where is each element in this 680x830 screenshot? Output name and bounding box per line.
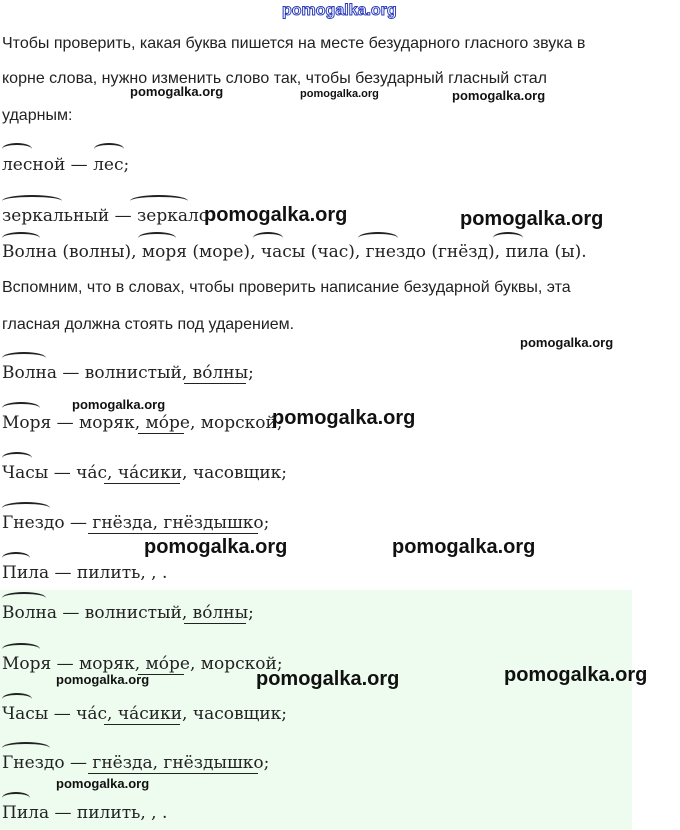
underline — [138, 433, 184, 434]
box-answer-2: Моря — моряк, мо́ре, морской; — [2, 654, 283, 674]
example-line-3: Волна (волны), моря (море), часы (час), гнездо (гнёзд), пила (ы). — [2, 242, 587, 262]
box-answer-5: Пила — пилить, , . — [2, 803, 168, 823]
underline — [104, 483, 180, 484]
watermark: pomogalka.org — [130, 84, 224, 99]
answer-1: Волна — волнистый, во́лны; — [2, 363, 254, 383]
answer-3: Часы — ча́с, ча́сики, часовщик; — [2, 463, 288, 483]
remember-line-1: Вспомним, что в словах, чтобы проверить написание безударной буквы, эта — [2, 279, 571, 296]
underline — [88, 773, 258, 774]
answer-5: Пила — пилить, , . — [2, 563, 168, 583]
watermark: pomogalka.org — [504, 664, 648, 686]
watermark: pomogalka.org — [300, 88, 379, 100]
underline — [184, 383, 246, 384]
box-answer-4: Гнездо — гнёзда, гнёздышко; — [2, 753, 270, 773]
remember-line-2: гласная должна стоять под ударением. — [2, 316, 295, 333]
underline — [88, 533, 258, 534]
example-line-2: зеркальный — зеркало. — [2, 206, 215, 226]
watermark: pomogalka.org — [452, 88, 546, 103]
watermark: pomogalka.org — [56, 776, 150, 791]
watermark: pomogalka.org — [72, 397, 166, 412]
watermark: pomogalka.org — [144, 536, 288, 558]
box-answer-3: Часы — ча́с, ча́сики, часовщик; — [2, 704, 288, 724]
underline — [184, 623, 246, 624]
example-line-1: лесной — лес; — [2, 155, 130, 175]
watermark: pomogalka.org — [460, 208, 604, 230]
watermark: pomogalka.org — [520, 335, 614, 350]
answer-4: Гнездо — гнёзда, гнёздышко; — [2, 513, 270, 533]
root-arc — [94, 143, 124, 155]
root-arc — [2, 143, 32, 155]
watermark: pomogalka.org — [272, 407, 416, 429]
site-logo: pomogalka.org — [282, 2, 397, 19]
box-answer-1: Волна — волнистый, во́лны; — [2, 603, 254, 623]
watermark: pomogalka.org — [256, 668, 400, 690]
watermark: pomogalka.org — [204, 204, 348, 226]
answer-2: Моря — моряк, мо́ре, морской; — [2, 413, 283, 433]
watermark: pomogalka.org — [392, 536, 536, 558]
watermark: pomogalka.org — [56, 672, 150, 687]
underline — [104, 724, 180, 725]
intro-line-1: Чтобы проверить, какая буква пишется на месте безударного гласного звука в — [2, 35, 586, 52]
intro-line-3: ударным: — [2, 107, 73, 124]
intro-line-2: корне слова, нужно изменить слово так, чтобы безударный гласный стал — [2, 70, 547, 87]
